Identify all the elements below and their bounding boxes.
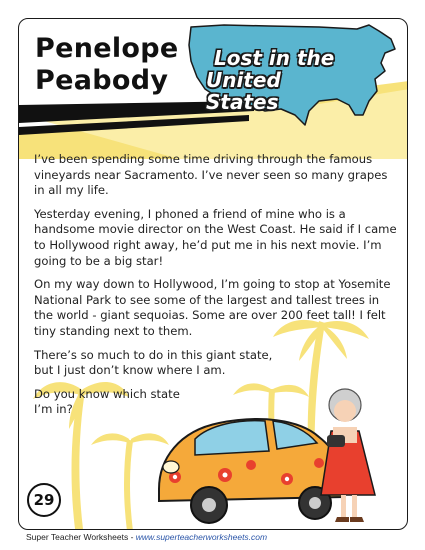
page-title bbox=[35, 33, 205, 97]
badge-line-2: United States bbox=[206, 68, 281, 114]
footer bbox=[26, 532, 267, 542]
story-paragraph: Yesterday evening, I phoned a friend of mine who is a handsome movie director on the West Coast. He said if I came to Hollywood right away, he’d put me in his next movie. I’m going to be a big star! bbox=[34, 206, 397, 268]
footer-text: Super Teacher Worksheets - bbox=[26, 532, 136, 542]
story-paragraph: I’ve been spending some time driving through the famous vineyards near Sacramento. I’ve never seen so many grapes in all my life. bbox=[34, 152, 388, 198]
page-number: 29 bbox=[27, 483, 61, 517]
worksheet-page bbox=[18, 18, 408, 530]
story-text bbox=[34, 152, 399, 426]
subtitle-badge bbox=[206, 47, 351, 113]
footer-link[interactable]: www.superteacherworksheets.com bbox=[135, 532, 268, 542]
title-line-1: Penelope bbox=[35, 33, 179, 64]
story-paragraph: There’s so much to do in this giant state, but I just don’t know where I am. bbox=[34, 347, 273, 378]
badge-line-1: Lost in the bbox=[214, 46, 335, 70]
story-paragraph: On my way down to Hollywood, I’m going to stop at Yosemite National Park to see some of the largest and tallest trees in the world - giant sequoias. Some are over 200 feet tall! I felt tiny standing next to them. bbox=[34, 277, 391, 338]
car-icon bbox=[159, 419, 343, 523]
title-line-2: Peabody bbox=[35, 65, 169, 96]
story-question: Do you know which state I’m in? bbox=[34, 386, 180, 417]
